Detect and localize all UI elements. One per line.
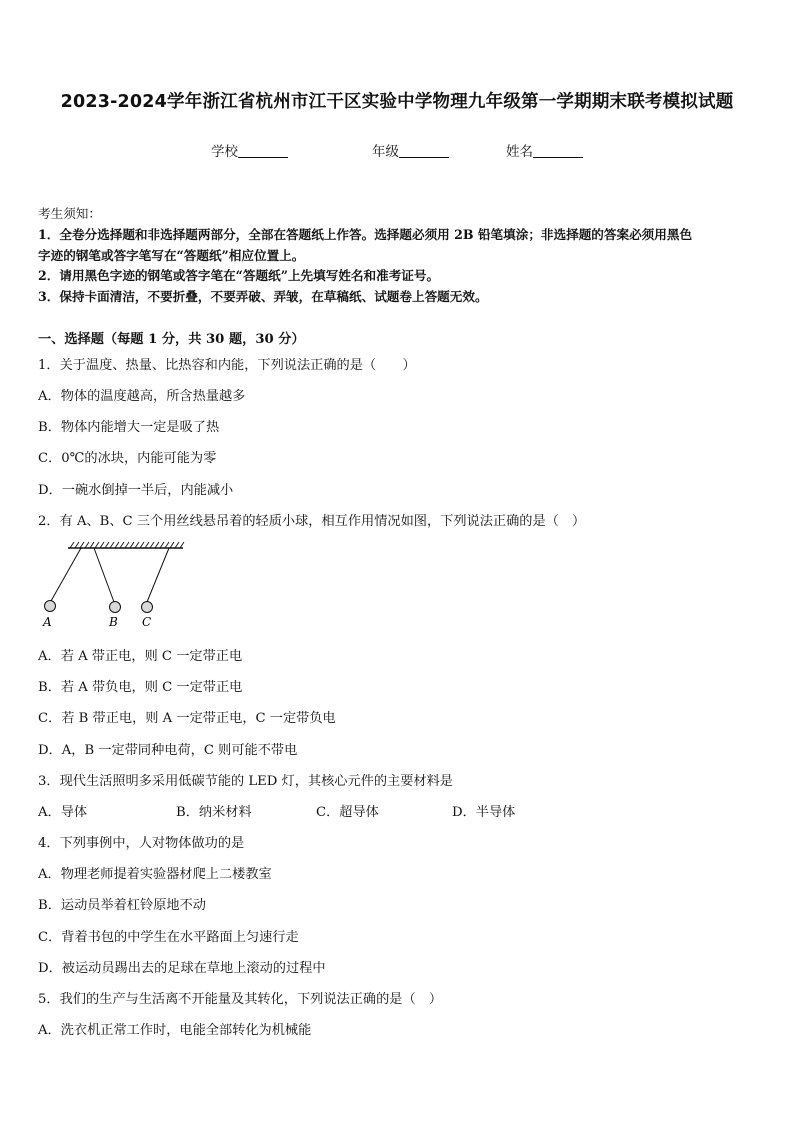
page-title: 2023-2024学年浙江省杭州市江干区实验中学物理九年级第一学期期末联考模拟试题: [60, 92, 734, 112]
ball-b: [110, 602, 121, 613]
name-label: 姓名: [506, 144, 533, 160]
ceiling-support: [68, 542, 184, 548]
school-field: [211, 140, 288, 160]
ball-a: [45, 601, 56, 612]
question-4-option-d: D．被运动员踢出去的足球在草地上滚动的过程中: [38, 961, 326, 976]
thread-c: [147, 548, 169, 602]
question-4-option-b: B．运动员举着杠铃原地不动: [38, 898, 206, 913]
question-2-option-a: A．若 A 带正电，则 C 一定带正电: [38, 649, 243, 664]
question-3-stem: 3．现代生活照明多采用低碳节能的 LED 灯，其核心元件的主要材料是: [38, 774, 453, 789]
label-b: B: [109, 615, 118, 629]
ball-c: [142, 602, 153, 613]
question-4-stem: 4．下列事例中，人对物体做功的是: [38, 836, 245, 851]
grade-blank: [399, 143, 449, 158]
question-4-option-a: A．物理老师提着实验器材爬上二楼教室: [38, 867, 272, 882]
label-c: C: [142, 615, 152, 629]
pendulum-figure: [36, 540, 188, 632]
label-a: A: [43, 615, 52, 629]
question-2-option-c: C．若 B 带正电，则 A 一定带正电，C 一定带负电: [38, 711, 336, 726]
question-1-option-d: D．一碗水倒掉一半后，内能减小: [38, 483, 234, 498]
note-line: 1．全卷分选择题和非选择题两部分，全部在答题纸上作答。选择题必须用 2B 铅笔填涂；非选择题的答案必须用黑色: [38, 227, 693, 242]
question-2-option-b: B．若 A 带负电，则 C 一定带正电: [38, 680, 243, 695]
grade-label: 年级: [372, 144, 399, 160]
school-label: 学校: [211, 144, 238, 160]
question-4-option-c: C．背着书包的中学生在水平路面上匀速行走: [38, 930, 299, 945]
question-5-stem: 5．我们的生产与生活离不开能量及其转化，下列说法正确的是（ ）: [38, 992, 443, 1007]
question-3-option-b: B．纳米材料: [176, 805, 252, 820]
question-3-option-d: D．半导体: [452, 805, 516, 820]
question-2-stem: 2．有 A、B、C 三个用丝线悬吊着的轻质小球，相互作用情况如图，下列说法正确的是（ ）: [38, 514, 586, 529]
thread-b: [94, 548, 114, 602]
question-2-option-d: D．A，B 一定带同种电荷，C 则可能不带电: [38, 743, 298, 758]
school-blank: [238, 143, 288, 158]
question-1-option-c: C．0℃的冰块，内能可能为零: [38, 451, 217, 466]
question-1-stem: 1．关于温度、热量、比热容和内能，下列说法正确的是（ ）: [38, 358, 416, 373]
thread-a: [51, 548, 81, 601]
question-3-option-a: A．导体: [38, 805, 88, 820]
notes-heading: 考生须知：: [38, 206, 101, 221]
question-1-option-b: B．物体内能增大一定是吸了热: [38, 420, 220, 435]
question-1-option-a: A．物体的温度越高，所含热量越多: [38, 389, 246, 404]
note-line: 3．保持卡面清洁，不要折叠，不要弄破、弄皱，在草稿纸、试题卷上答题无效。: [38, 289, 488, 304]
question-3-option-c: C．超导体: [316, 805, 379, 820]
section-heading: 一、选择题（每题 1 分，共 30 题，30 分）: [38, 332, 305, 347]
grade-field: [372, 140, 449, 160]
note-line: 2．请用黑色字迹的钢笔或答字笔在“答题纸”上先填写姓名和准考证号。: [38, 268, 440, 283]
name-field: [506, 140, 583, 160]
note-line: 字迹的钢笔或答字笔写在“答题纸”相应位置上。: [38, 248, 305, 263]
question-5-option-a: A．洗衣机正常工作时，电能全部转化为机械能: [38, 1023, 312, 1038]
name-blank: [533, 143, 583, 158]
